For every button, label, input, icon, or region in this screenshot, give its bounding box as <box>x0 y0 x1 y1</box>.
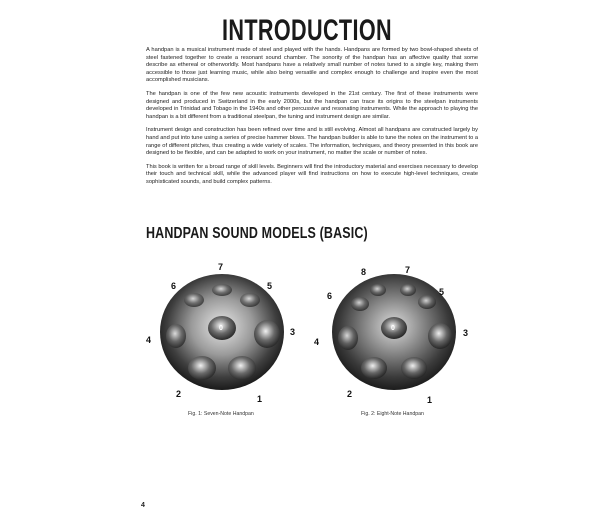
tone-field-5 <box>240 293 260 307</box>
paragraph-4: This book is written for a broad range of skill levels. Beginners will find the introductory material and exercises necessary to develop their touch and technical skill, while the advanced player will find instructions on how to execute high-level techniques, create sophisticated sounds, and build complex patterns. <box>146 163 478 185</box>
tone-field-3 <box>254 320 280 348</box>
note-label-2: 2 <box>347 389 353 399</box>
note-label-3: 3 <box>290 327 296 337</box>
tone-field-3b <box>428 323 452 349</box>
tone-field-7 <box>212 284 232 296</box>
tone-field-5b <box>418 295 436 309</box>
tone-field-1 <box>228 356 256 380</box>
figure-caption-2: Fig. 2: Eight-Note Handpan <box>361 411 424 417</box>
note-label-5: 5 <box>267 281 273 291</box>
note-label-8: 8 <box>361 267 367 277</box>
intro-body <box>146 47 478 193</box>
paragraph-3: Instrument design and construction has been refined over time and is still evolving. Almost all handpans are constructed largely by hand and put into tune using a series of precise hammer blows. The handpan builder is able to tune the notes on the instrument to a range of different pitches, thus creating a wide variety of scales. The information, techniques, and theory presented in this book are designed to be flexible, and can be adapted to work on your instrument, no matter the scale or number of notes. <box>146 127 478 157</box>
tone-field-7b <box>400 284 416 296</box>
note-label-3: 3 <box>463 328 469 338</box>
handpan-image-2 <box>312 258 482 408</box>
note-label-4: 4 <box>314 337 320 347</box>
note-label-4: 4 <box>146 335 152 345</box>
paragraph-2: The handpan is one of the few new acoustic instruments developed in the 21st century. The first of these instruments were designed and produced in Switzerland in the early 2000s, but the handpan can trace its origins to the steelpan instruments developed in Trinidad and Tobago in the 1940s and other percussive and resonating instruments. While the approach to playing the handpan is a bit different from a traditional steelpan, the tuning and instrument design are similar. <box>146 90 478 120</box>
note-label-7: 7 <box>405 265 411 275</box>
center-label: 0 <box>391 325 395 332</box>
figure-caption-1: Fig. 1: Seven-Note Handpan <box>188 411 254 417</box>
note-label-5: 5 <box>439 287 445 297</box>
center-label: 0 <box>219 325 223 332</box>
figure-seven-note-handpan <box>140 258 310 408</box>
figure-eight-note-handpan <box>312 258 482 408</box>
note-label-7: 7 <box>218 262 224 272</box>
page-title: INTRODUCTION <box>222 14 392 47</box>
page-number: 4 <box>141 502 145 509</box>
tone-field-2b <box>361 357 387 379</box>
tone-field-8 <box>370 284 386 296</box>
note-label-6: 6 <box>327 291 333 301</box>
tone-field-1b <box>401 357 427 379</box>
note-label-2: 2 <box>176 389 182 399</box>
note-label-6: 6 <box>171 281 177 291</box>
paragraph-1: A handpan is a musical instrument made of steel and played with the hands. Handpans are formed by two bowl-shaped sheets of steel fastened together to create a resonant sound chamber. The sonority of the handpan has an affective quality that some describe as ethereal or otherworldly. Most handpans have a relatively small number of notes tuned to a single key, making them accessible to those just learning music, while also being versatile and complex enough to challenge and inspire even the most accomplished musicians. <box>146 47 478 84</box>
tone-field-6 <box>184 293 204 307</box>
tone-field-4 <box>166 324 186 348</box>
tone-field-4b <box>338 326 358 350</box>
tone-field-6b <box>351 297 369 311</box>
note-label-1: 1 <box>427 395 433 405</box>
handpan-image-1 <box>140 258 310 408</box>
note-label-1: 1 <box>257 394 263 404</box>
tone-field-2 <box>188 356 216 380</box>
section-heading: HANDPAN SOUND MODELS (BASIC) <box>146 225 368 242</box>
